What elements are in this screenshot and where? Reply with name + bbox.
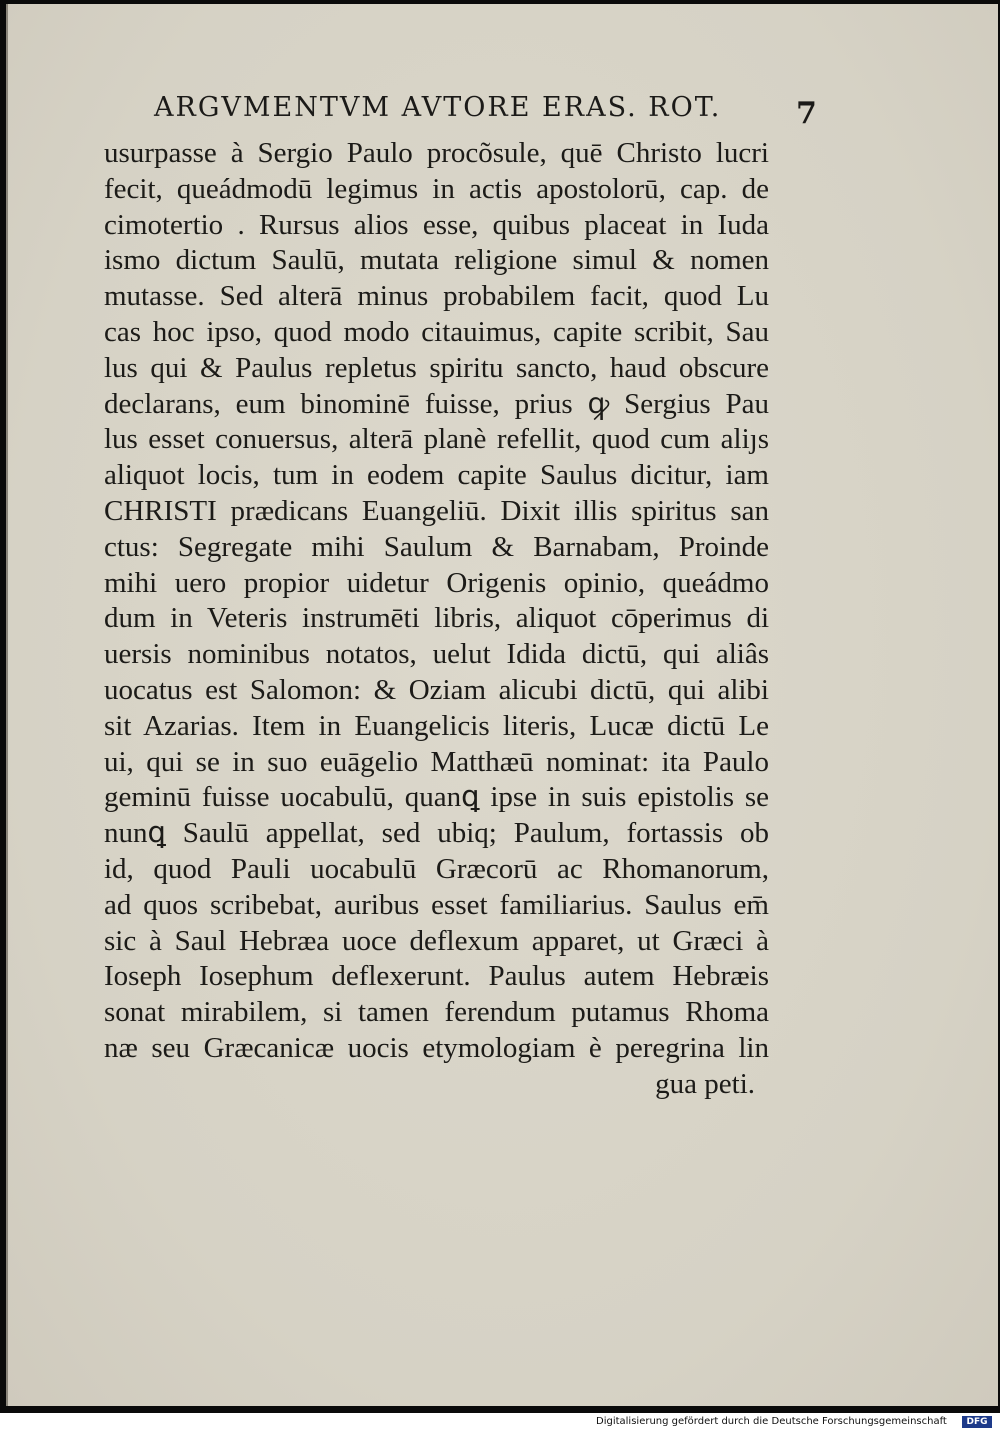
running-head: ARGVMENTVM AVTORE ERAS. ROT. <box>154 92 722 123</box>
text-line: mihi uero propior uidetur Origenis opinio, queádmo <box>104 566 769 599</box>
digitization-credit: Digitalisierung gefördert durch die Deutsche Forschungsgemeinschaft <box>596 1416 947 1427</box>
text-line: dum in Veteris instrumēti libris, aliquot cōperimus di <box>104 602 769 635</box>
text-line: geminū fuisse uocabulū, quanꝗ ipse in suis epistolis se <box>104 781 769 814</box>
text-line: id, quod Pauli uocabulū Græcorū ac Rhomanorum, <box>104 852 769 885</box>
text-line: cas hoc ipso, quod modo citauimus, capite scribit, Sau <box>104 315 769 348</box>
text-line: ismo dictum Saulū, mutata religione simul & nomen <box>104 244 769 277</box>
text-line: ctus: Segregate mihi Saulum & Barnabam, Proinde <box>104 530 769 563</box>
text-line: sic à Saul Hebræa uoce deflexum apparet, ut Græci à <box>104 924 769 957</box>
text-line: ad quos scribebat, auribus esset familiarius. Saulus em̄ <box>104 888 769 921</box>
text-line: lus esset conuersus, alterā planè refellit, quod cum aliȷs <box>104 423 769 456</box>
book-page <box>6 4 998 1406</box>
text-line: uersis nominibus notatos, uelut Idida dictū, qui aliâs <box>104 638 769 671</box>
body-text <box>104 136 769 1103</box>
text-line: sonat mirabilem, si tamen ferendum putamus Rhoma <box>104 996 769 1029</box>
dfg-logo: DFG <box>962 1416 992 1428</box>
text-line: declarans, eum binominē fuisse, prius ꝙ Sergius Pau <box>104 387 769 420</box>
text-line: nunꝗ Saulū appellat, sed ubiq; Paulum, fortassis ob <box>104 817 769 850</box>
text-line: Ioseph Iosephum deflexerunt. Paulus autem Hebræis <box>104 960 769 993</box>
text-line: uocatus est Salomon: & Oziam alicubi dictū, qui alibi <box>104 673 769 706</box>
text-line: mutasse. Sed alterā minus probabilem facit, quod Lu <box>104 280 769 313</box>
text-line: ui, qui se in suo euāgelio Matthæū nominat: ita Paulo <box>104 745 769 778</box>
text-line: fecit, queádmodū legimus in actis apostolorū, cap. de <box>104 172 769 205</box>
text-line: usurpasse à Sergio Paulo procõsule, quē Christo lucri <box>104 137 769 169</box>
text-line: gua peti. <box>655 1067 755 1100</box>
page-number: 7 <box>796 96 817 131</box>
text-line: cimotertio . Rursus alios esse, quibus placeat in Iuda <box>104 208 769 241</box>
text-line: lus qui & Paulus repletus spiritu sancto, haud obscure <box>104 351 769 384</box>
text-line: CHRISTI prædicans Euangeliū. Dixit illis spiritus san <box>104 494 769 527</box>
text-line: aliquot locis, tum in eodem capite Saulus dicitur, iam <box>104 459 769 492</box>
text-line: sit Azarias. Item in Euangelicis literis, Lucæ dictū Le <box>104 709 769 742</box>
text-line: næ seu Græcanicæ uocis etymologiam è peregrina lin <box>104 1031 769 1064</box>
